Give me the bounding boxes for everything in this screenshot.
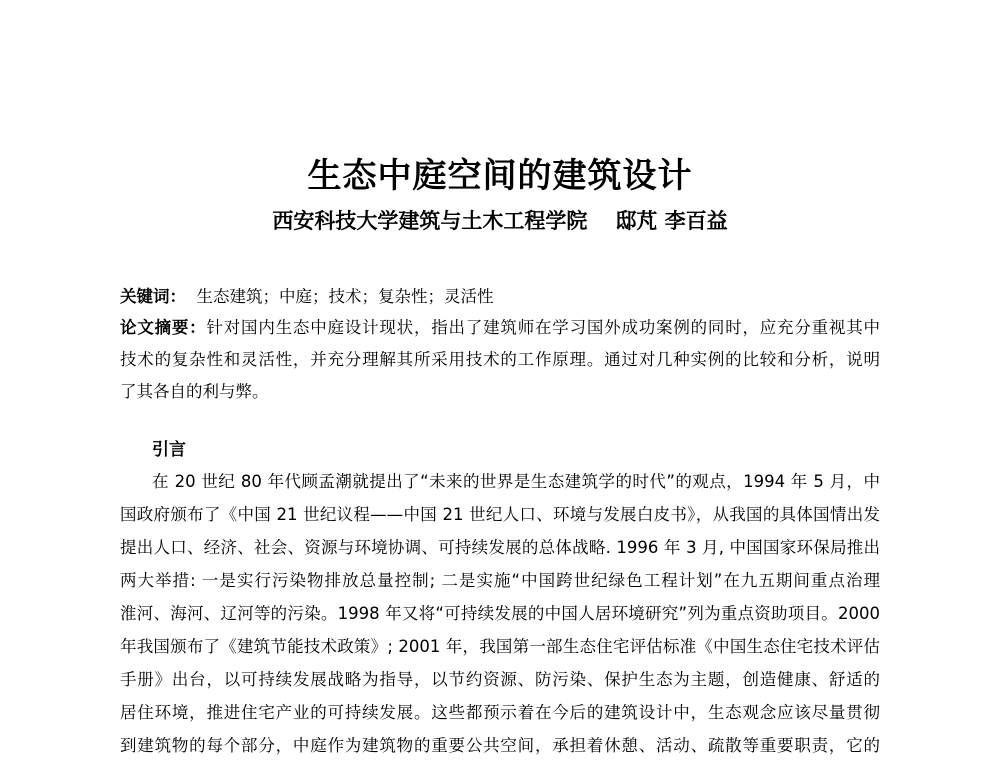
abstract-line: 了其各自的利与弊。 [120, 382, 269, 401]
section-heading: 引言 [152, 440, 186, 460]
body-line: 提出人口、经济、社会、资源与环境协调、可持续发展的总体战略. 1996 年 3 月, 中国国家环保局推出 [120, 538, 880, 557]
abstract-label: 论文摘要： [120, 318, 207, 337]
keywords-label: 关键词： [120, 287, 186, 306]
body-line: 国政府颁布了《中国 21 世纪议程——中国 21 世纪人口、环境与发展白皮书》，从我国的具体国情出发 [120, 505, 880, 524]
keywords [120, 287, 880, 307]
body-line: 手册》出台，以可持续发展战略为指导，以节约资源、防污染、保护生态为主题，创造健康、舒适的 [120, 670, 880, 689]
body-line: 淮河、海河、辽河等的污染。1998 年又将“可持续发展的中国人居环境研究”列为重点资助项目。2000 [120, 604, 880, 623]
body-line: 在 20 世纪 80 年代顾孟潮就提出了“未来的世界是生态建筑学的时代”的观点，1994 年 5 月，中 [152, 472, 880, 491]
abstract-line: 技术的复杂性和灵活性，并充分理解其所采用技术的工作原理。通过对几种实例的比较和分析，说明 [120, 350, 880, 369]
body-line: 居住环境，推进住宅产业的可持续发展。这些都预示着在今后的建筑设计中，生态观念应该尽量贯彻 [120, 703, 880, 722]
paper-title: 生态中庭空间的建筑设计 [307, 156, 693, 196]
body-line: 两大举措: 一是实行污染物排放总量控制; 二是实施“中国跨世纪绿色工程计划”在九五期间重点治理 [120, 571, 880, 590]
abstract-text: 针对国内生态中庭设计现状，指出了建筑师在学习国外成功案例的同时，应充分重视其中 [206, 318, 881, 337]
affiliation: 西安科技大学建筑与土木工程学院 [272, 209, 588, 233]
abstract-line [120, 318, 880, 338]
body-line: 到建筑物的每个部分，中庭作为建筑物的重要公共空间，承担着休憩、活动、疏散等重要职责，它的 [120, 736, 880, 755]
author-line [0, 205, 1000, 235]
keywords-value: 生态建筑；中庭；技术；复杂性；灵活性 [196, 287, 494, 306]
authors: 邸芃 李百益 [615, 209, 728, 233]
body-line: 年我国颁布了《建筑节能技术政策》; 2001 年，我国第一部生态住宅评估标准《中国生态住宅技术评估 [120, 637, 880, 656]
